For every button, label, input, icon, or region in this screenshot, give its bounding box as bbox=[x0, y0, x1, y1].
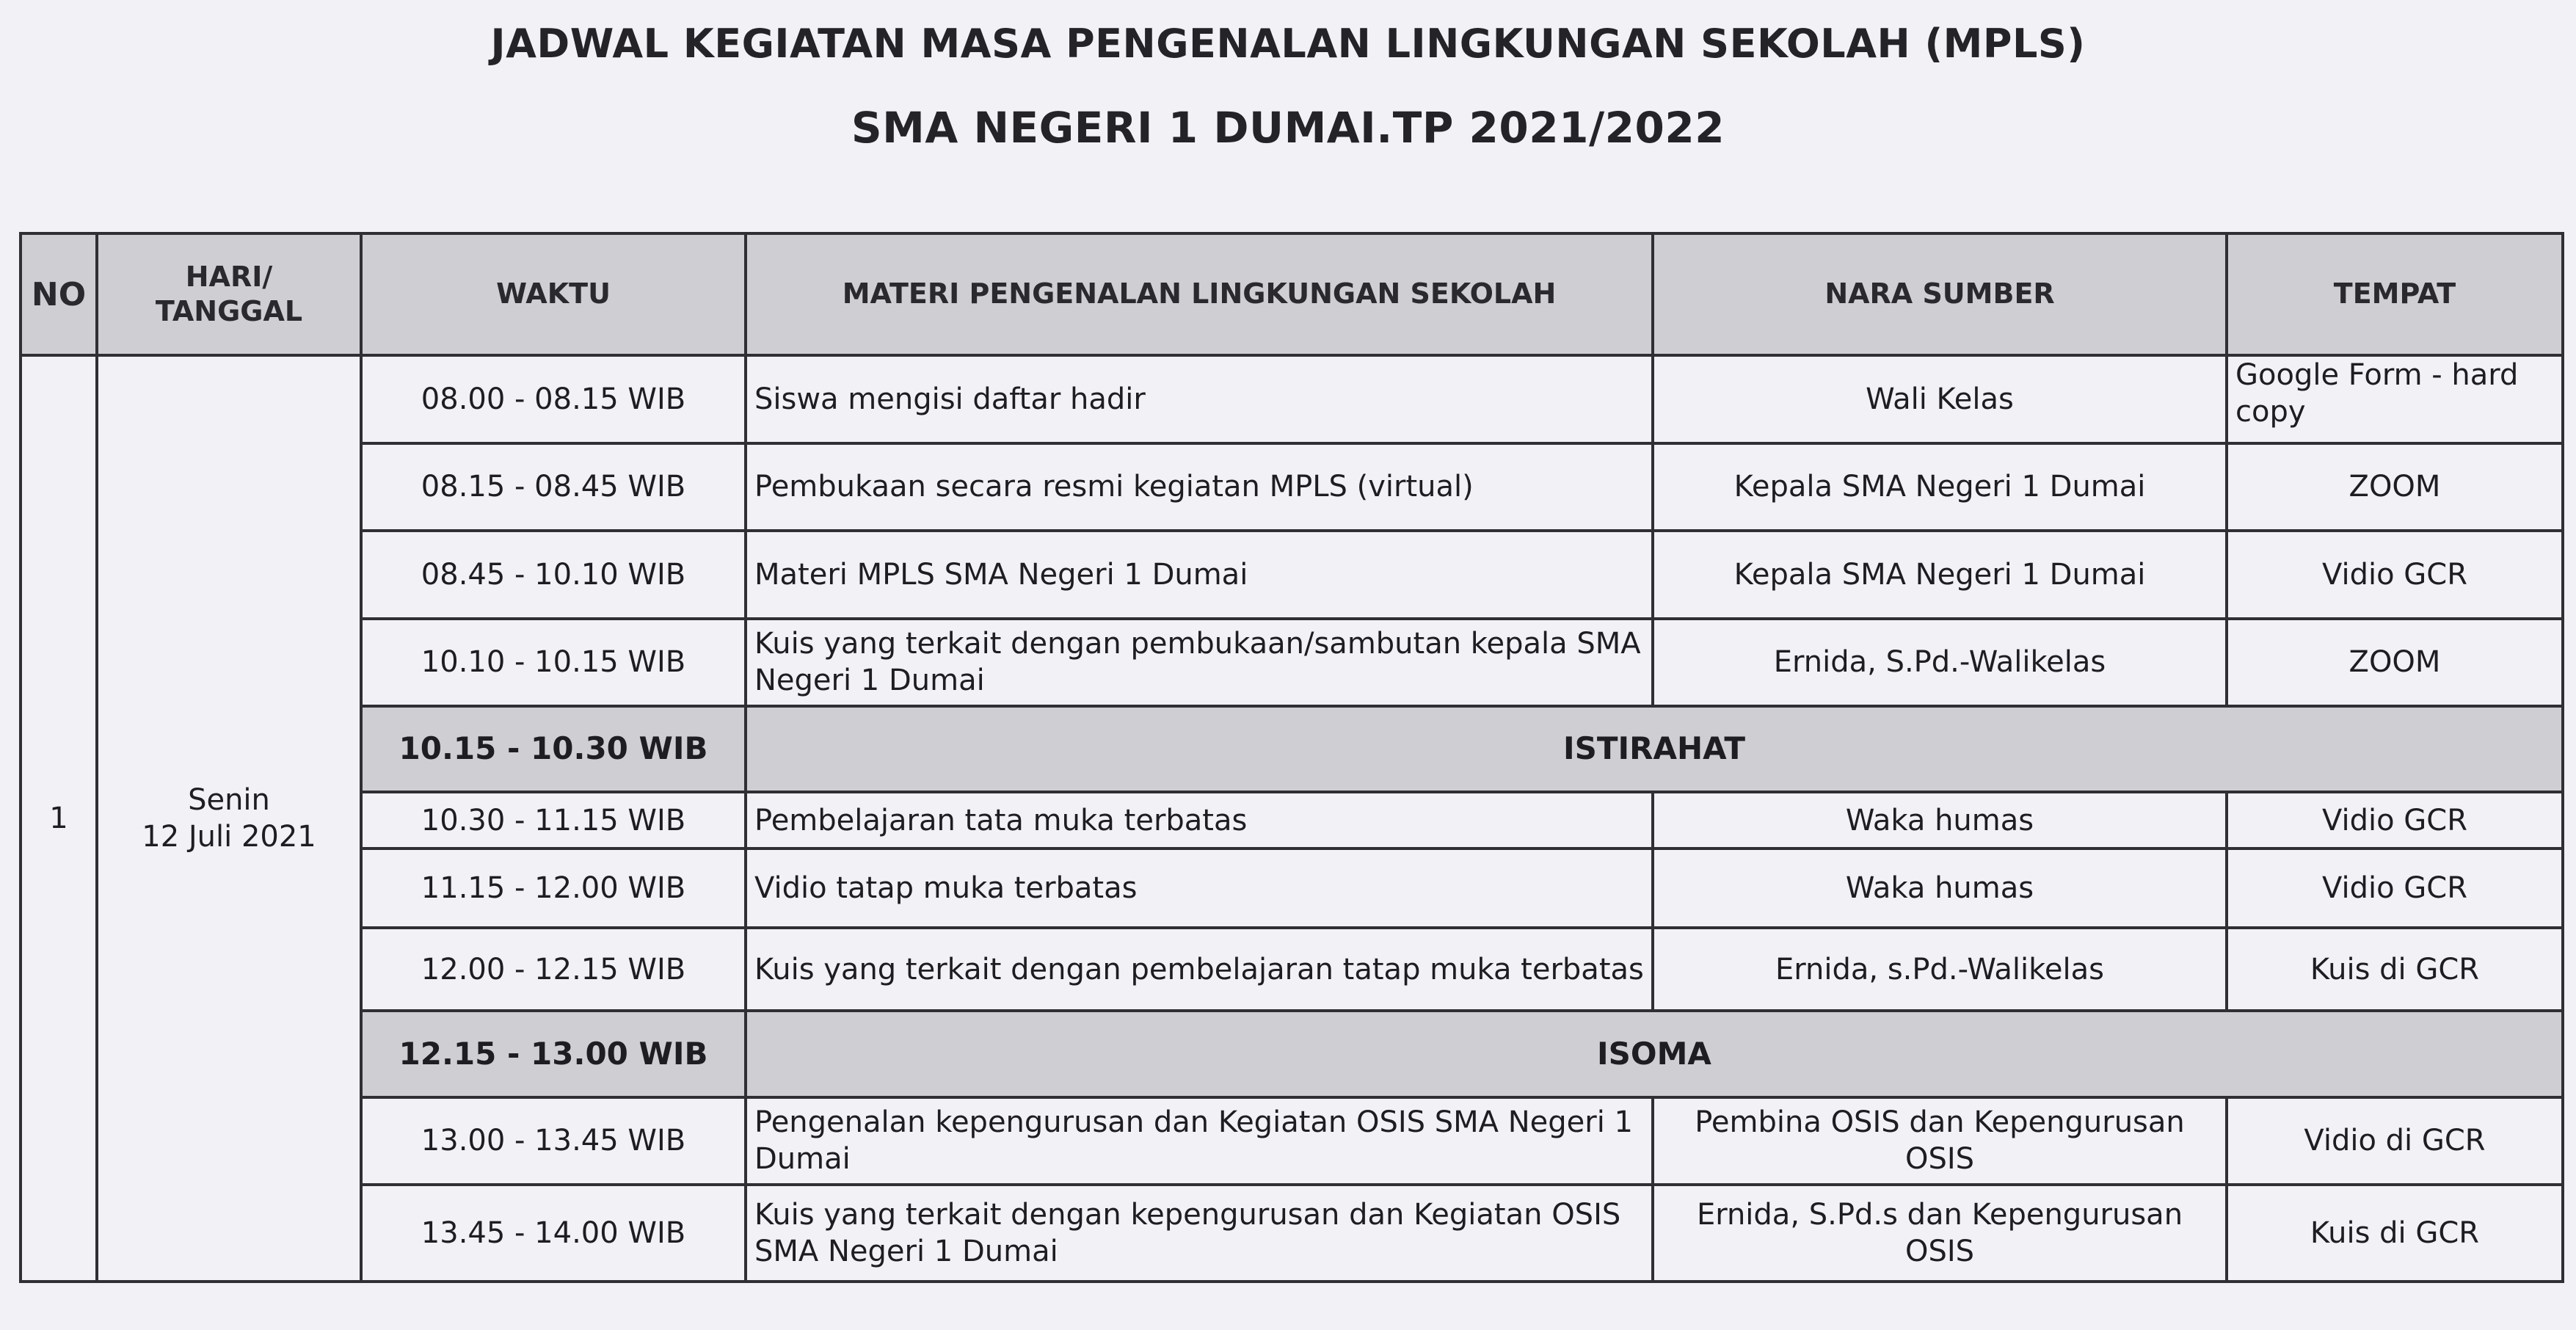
cell-tempat: Vidio GCR bbox=[2227, 531, 2563, 619]
cell-hari-tanggal bbox=[97, 355, 361, 1282]
table-row-break bbox=[21, 1011, 2563, 1097]
header-no: NO bbox=[21, 233, 97, 355]
cell-waktu: 08.00 - 08.15 WIB bbox=[361, 355, 746, 443]
cell-waktu: 10.15 - 10.30 WIB bbox=[361, 706, 746, 792]
cell-tempat: Vidio di GCR bbox=[2227, 1097, 2563, 1185]
cell-waktu: 12.00 - 12.15 WIB bbox=[361, 928, 746, 1011]
header-tempat: TEMPAT bbox=[2227, 233, 2563, 355]
table-row bbox=[21, 355, 2563, 443]
table-row bbox=[21, 531, 2563, 619]
header-nara-sumber: NARA SUMBER bbox=[1653, 233, 2227, 355]
cell-nara-sumber: Ernida, s.Pd.-Walikelas bbox=[1653, 928, 2227, 1011]
header-tanggal: TANGGAL bbox=[155, 295, 303, 327]
cell-tempat: Vidio GCR bbox=[2227, 848, 2563, 927]
cell-materi: Kuis yang terkait dengan kepengurusan dan Kegiatan OSIS SMA Negeri 1 Dumai bbox=[746, 1185, 1653, 1282]
cell-waktu: 08.15 - 08.45 WIB bbox=[361, 443, 746, 531]
header-hari: HARI/ bbox=[185, 260, 273, 293]
cell-tanggal: 12 Juli 2021 bbox=[142, 820, 316, 854]
cell-no: 1 bbox=[21, 355, 97, 1282]
cell-nara-sumber: Kepala SMA Negeri 1 Dumai bbox=[1653, 531, 2227, 619]
cell-nara-sumber: Waka humas bbox=[1653, 848, 2227, 927]
table-row bbox=[21, 1185, 2563, 1282]
document-subtitle: SMA NEGERI 1 DUMAI.TP 2021/2022 bbox=[851, 103, 1725, 153]
cell-waktu: 13.00 - 13.45 WIB bbox=[361, 1097, 746, 1185]
cell-waktu: 13.45 - 14.00 WIB bbox=[361, 1185, 746, 1282]
cell-nara-sumber: Waka humas bbox=[1653, 792, 2227, 848]
cell-tempat: ZOOM bbox=[2227, 619, 2563, 707]
header-hari-tanggal bbox=[97, 233, 361, 355]
cell-waktu: 12.15 - 13.00 WIB bbox=[361, 1011, 746, 1097]
cell-materi: Kuis yang terkait dengan pembukaan/sambutan kepala SMA Negeri 1 Dumai bbox=[746, 619, 1653, 707]
header-waktu: WAKTU bbox=[361, 233, 746, 355]
table-row-break bbox=[21, 706, 2563, 792]
cell-waktu: 10.10 - 10.15 WIB bbox=[361, 619, 746, 707]
table-row bbox=[21, 792, 2563, 848]
header-materi: MATERI PENGENALAN LINGKUNGAN SEKOLAH bbox=[746, 233, 1653, 355]
cell-tempat: Kuis di GCR bbox=[2227, 1185, 2563, 1282]
cell-materi: Materi MPLS SMA Negeri 1 Dumai bbox=[746, 531, 1653, 619]
cell-materi: Vidio tatap muka terbatas bbox=[746, 848, 1653, 927]
cell-hari: Senin bbox=[188, 783, 270, 817]
cell-materi: Pembelajaran tata muka terbatas bbox=[746, 792, 1653, 848]
schedule-table bbox=[19, 232, 2564, 1283]
cell-waktu: 10.30 - 11.15 WIB bbox=[361, 792, 746, 848]
break-label-isoma: ISOMA bbox=[746, 1011, 2563, 1097]
cell-nara-sumber: Wali Kelas bbox=[1653, 355, 2227, 443]
cell-materi: Pembukaan secara resmi kegiatan MPLS (virtual) bbox=[746, 443, 1653, 531]
cell-tempat: ZOOM bbox=[2227, 443, 2563, 531]
table-row bbox=[21, 928, 2563, 1011]
cell-nara-sumber: Ernida, S.Pd.s dan Kepengurusan OSIS bbox=[1653, 1185, 2227, 1282]
cell-waktu: 11.15 - 12.00 WIB bbox=[361, 848, 746, 927]
cell-tempat: Vidio GCR bbox=[2227, 792, 2563, 848]
cell-nara-sumber: Pembina OSIS dan Kepengurusan OSIS bbox=[1653, 1097, 2227, 1185]
cell-materi: Kuis yang terkait dengan pembelajaran tatap muka terbatas bbox=[746, 928, 1653, 1011]
table-header-row bbox=[21, 233, 2563, 355]
table-row bbox=[21, 1097, 2563, 1185]
cell-nara-sumber: Kepala SMA Negeri 1 Dumai bbox=[1653, 443, 2227, 531]
cell-tempat: Google Form - hard copy bbox=[2227, 355, 2563, 443]
break-label-istirahat: ISTIRAHAT bbox=[746, 706, 2563, 792]
cell-waktu: 08.45 - 10.10 WIB bbox=[361, 531, 746, 619]
cell-materi: Siswa mengisi daftar hadir bbox=[746, 355, 1653, 443]
cell-tempat: Kuis di GCR bbox=[2227, 928, 2563, 1011]
document-title: JADWAL KEGIATAN MASA PENGENALAN LINGKUNGAN SEKOLAH (MPLS) bbox=[490, 21, 2086, 67]
table-row bbox=[21, 619, 2563, 707]
cell-materi: Pengenalan kepengurusan dan Kegiatan OSIS SMA Negeri 1 Dumai bbox=[746, 1097, 1653, 1185]
table-row bbox=[21, 848, 2563, 927]
cell-nara-sumber: Ernida, S.Pd.-Walikelas bbox=[1653, 619, 2227, 707]
table-row bbox=[21, 443, 2563, 531]
